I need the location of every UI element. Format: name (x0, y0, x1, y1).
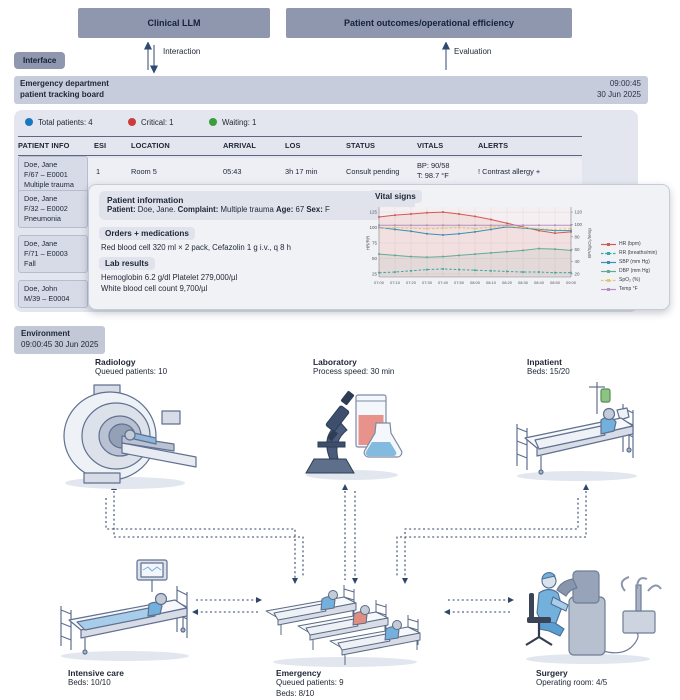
patient-cell-e0004[interactable]: Doe, John M/39 – E0004 (18, 280, 88, 308)
col-status: STATUS (346, 141, 376, 150)
vital-signs-chart (365, 204, 597, 304)
inpatient-label: Inpatient Beds: 15/20 (527, 357, 570, 377)
mri-scanner-icon (50, 381, 200, 491)
environment-badge: Environment 09:00:45 30 Jun 2025 (14, 326, 105, 354)
stat-waiting: Waiting: 1 (209, 118, 256, 127)
svg-text:08:20: 08:20 (501, 280, 513, 285)
clinical-llm-label: Clinical LLM (147, 18, 201, 28)
svg-text:08:10: 08:10 (485, 280, 497, 285)
svg-text:09:00: 09:00 (565, 280, 577, 285)
critical-dot (128, 118, 136, 126)
interface-badge: Interface (14, 52, 65, 69)
patient-cell-e0003[interactable]: Doe, Jane F/71 – E0003 Fall (18, 235, 88, 273)
svg-text:100: 100 (574, 222, 583, 228)
stat-critical: Critical: 1 (128, 118, 174, 127)
emergency-beds-icon (260, 583, 430, 667)
svg-text:BP/SpO₂/temp: BP/SpO₂/temp (587, 228, 592, 258)
svg-text:08:30: 08:30 (517, 280, 529, 285)
cell-status: Consult pending (346, 167, 400, 176)
svg-text:07:40: 07:40 (437, 280, 449, 285)
legend-item: SBP (mm Hg) (601, 258, 657, 266)
col-vitals: VITALS (417, 141, 444, 150)
patient-detail-popup (88, 184, 670, 310)
orders-text: Red blood cell 320 ml × 2 pack, Cefazolin 1 g i.v., q 8 h (101, 243, 291, 252)
col-los: LOS (285, 141, 301, 150)
board-date: 30 Jun 2025 (596, 89, 641, 99)
svg-text:25: 25 (371, 271, 377, 277)
svg-text:50: 50 (371, 256, 377, 262)
evaluation-label: Evaluation (454, 47, 492, 56)
svg-text:20: 20 (574, 271, 580, 277)
patient-cell-e0001[interactable]: Doe, Jane F/67 – E0001 Multiple trauma (18, 156, 88, 194)
svg-text:07:50: 07:50 (453, 280, 465, 285)
inpatient-bed-icon (505, 378, 645, 482)
svg-text:08:40: 08:40 (533, 280, 545, 285)
svg-text:07:20: 07:20 (405, 280, 417, 285)
table-rule-header (18, 155, 582, 156)
legend-item: Temp °F (601, 285, 657, 293)
svg-text:08:00: 08:00 (469, 280, 481, 285)
board-title-bar (14, 76, 648, 104)
waiting-dot (209, 118, 217, 126)
svg-text:100: 100 (369, 225, 377, 231)
col-patient-info: PATIENT INFO (18, 141, 70, 150)
col-location: LOCATION (131, 141, 170, 150)
legend-item: RR (breaths/min) (601, 249, 657, 257)
emergency-label: Emergency Queued patients: 9 Beds: 8/10 (276, 668, 344, 698)
col-esi: ESI (94, 141, 107, 150)
col-arrival: ARRIVAL (223, 141, 256, 150)
cell-vitals: BP: 90/58 T: 98.7 °F (417, 161, 450, 180)
interaction-label: Interaction (163, 47, 201, 56)
legend-item: DBP (mm Hg) (601, 267, 657, 275)
svg-text:120: 120 (574, 209, 583, 215)
board-datetime (597, 79, 641, 101)
board-title: Emergency department patient tracking board (20, 79, 109, 99)
laboratory-microscope-icon (300, 381, 405, 481)
svg-text:07:10: 07:10 (389, 280, 401, 285)
total-patients-dot (25, 118, 33, 126)
cell-arrival: 05:43 (223, 167, 242, 176)
outcomes-label: Patient outcomes/operational efficiency (343, 18, 515, 28)
icu-bed-icon (45, 558, 200, 662)
radiology-label: Radiology Queued patients: 10 (95, 357, 168, 377)
lab-results-title: Lab results (99, 257, 155, 270)
vital-signs-legend (601, 240, 657, 293)
patient-summary-line: Patient: Doe, Jane. Complaint: Multiple trauma Age: 67 Sex: F (107, 205, 330, 214)
outcomes-box (286, 8, 572, 38)
stat-total: Total patients: 4 (25, 118, 93, 127)
cell-alerts: ! Contrast allergy + (478, 167, 541, 176)
icu-label: Intensive care Beds: 10/10 (68, 668, 124, 688)
lab-results-text: Hemoglobin 6.2 g/dl Platelet 279,000/µl White blood cell count 9,700/µl (101, 273, 238, 293)
clinical-llm-box (78, 8, 270, 38)
svg-text:60: 60 (574, 246, 580, 252)
svg-text:80: 80 (574, 234, 580, 240)
orders-title: Orders + medications (99, 227, 195, 240)
svg-text:08:50: 08:50 (549, 280, 561, 285)
table-rule-top (18, 136, 582, 137)
svg-text:07:30: 07:30 (421, 280, 433, 285)
svg-text:75: 75 (371, 240, 377, 246)
legend-item: SpO₂ (%) (601, 276, 657, 284)
patient-cell-e0002[interactable]: Doe, Jane F/32 – E0002 Pneumonia (18, 190, 88, 228)
cell-los: 3h 17 min (285, 167, 318, 176)
svg-text:125: 125 (369, 209, 377, 215)
legend-item: HR (bpm) (601, 240, 657, 248)
board-time: 09:00:45 (609, 79, 641, 88)
surgery-label: Surgery Operating room: 4/5 (536, 668, 608, 688)
patient-information-title: Patient information (107, 195, 184, 205)
cell-location: Room 5 (131, 167, 157, 176)
vital-signs-title: Vital signs (369, 190, 422, 203)
svg-text:HR/RR: HR/RR (365, 235, 371, 251)
laboratory-label: Laboratory Process speed: 30 min (313, 357, 395, 377)
svg-text:40: 40 (574, 259, 580, 265)
surgery-robot-icon (513, 553, 663, 665)
col-alerts: ALERTS (478, 141, 509, 150)
svg-text:07:00: 07:00 (373, 280, 385, 285)
cell-esi: 1 (96, 167, 101, 176)
